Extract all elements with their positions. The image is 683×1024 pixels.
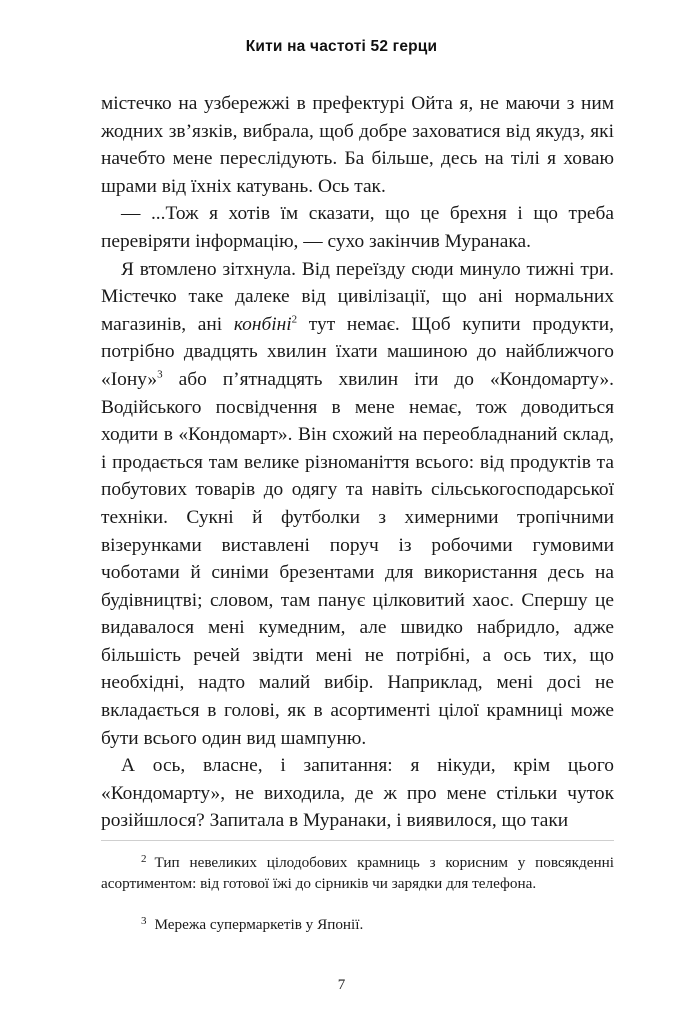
- text-run: містечко на узбережжі в префектурі Ойта я, не маючи з ним жодних зв’язків, вибрала, щоб добре заховатися від якудз, які начебто мене переслідують. Ба більше, десь на тілі я ховаю шрами від їхніх катувань. Ось так.: [101, 93, 614, 197]
- paragraph: [101, 256, 614, 753]
- footnote-mark: 3: [141, 915, 147, 927]
- page-number: 7: [337, 977, 346, 993]
- footnote-reference: 2: [291, 313, 298, 326]
- text-run: тут немає. Щоб купити продукти, потрібно двадцять хвилин їхати машиною до найближчого «Іону»: [101, 313, 614, 390]
- paragraph: [101, 752, 614, 835]
- footnote-mark: 2: [141, 853, 147, 865]
- paragraph: [101, 200, 614, 255]
- running-head: Кити на частоті 52 герци: [245, 38, 438, 55]
- footnote-text: Мережа супермаркетів у Японії.: [154, 916, 364, 933]
- footnotes: [101, 852, 614, 935]
- body-text: [101, 90, 614, 835]
- text-run: Я втомлено зітхнула. Від переїзду сюди минуло тижні три. Містечко таке далеке від цивілізації, що ані нормальних магазинів, ані: [101, 258, 614, 335]
- text-run: або п’ятнадцять хвилин іти до «Кондомарту». Водійського посвідчення в мене немає, тож доводиться ходити в «Кондомарт». Він схожий на переобладнаний склад, і продається там велике різноманіття всього: від продуктів та побутових товарів до одягу та навіть сільськогосподарської техніки. Сукні й футболки з химерними тропічними візерунками виставлені поруч із робочими гумовими чоботами й синіми брезентами для використання десь на будівництві; словом, там панує цілковитий хаос. Спершу це видавалося мені кумедним, але швидко набридло, адже більшість речей звідти мені не потрібні, а ось тих, що необхідні, надто малий вибір. Наприклад, мені досі не вкладається в голові, як в асортименті цілої крамниці може бути всього один вид шампуню.: [101, 368, 614, 749]
- footnote-text: Тип невеликих цілодобових крамниць з корисним у повсякденні асортиментом: від готової їжі до сірників чи зарядки для телефона.: [101, 854, 614, 892]
- paragraph: [101, 90, 614, 200]
- text-run: — ...Тож я хотів їм сказати, що це брехня і що треба перевіряти інформацію, — сухо закінчив Муранака.: [101, 203, 614, 252]
- italic-term: конбіні: [233, 313, 292, 335]
- footnote-reference: 3: [157, 368, 163, 381]
- footnote: [101, 852, 614, 894]
- text-run: А ось, власне, і запитання: я нікуди, крім цього «Кондомарту», не виходила, де ж про мене стільки чуток розійшлося? Запитала в Муранаки, і виявилося, що таки: [101, 755, 614, 832]
- footnote-rule: [101, 840, 614, 841]
- footnote: [101, 914, 614, 935]
